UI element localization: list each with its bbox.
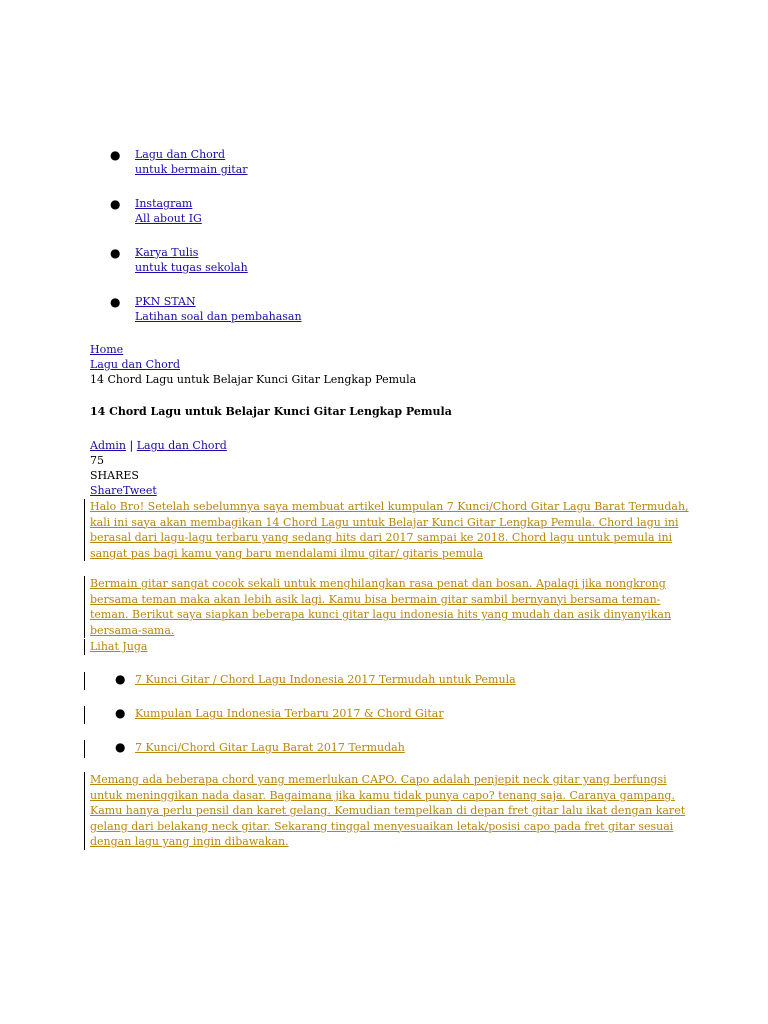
second-paragraph-block (84, 576, 690, 638)
related-item[interactable] (84, 672, 685, 690)
bullet-icon: ● (115, 740, 126, 754)
related-item[interactable] (84, 706, 685, 724)
nav-item-subtitle[interactable]: All about IG (135, 212, 202, 225)
nav-item-instagram[interactable] (110, 196, 510, 245)
byline-separator: | (129, 439, 134, 452)
nav-item-karya-tulis[interactable] (110, 245, 510, 294)
breadcrumb-category-link[interactable]: Lagu dan Chord (90, 358, 181, 371)
page-title: 14 Chord Lagu untuk Belajar Kunci Gitar Lengkap Pemula (90, 405, 452, 418)
intro-paragraph: Halo Bro! Setelah sebelumnya saya membuat artikel kumpulan 7 Kunci/Chord Gitar Lagu Barat Termudah, kali ini saya akan membagikan 14 Chord Lagu untuk Belajar Kunci Gitar Lengkap Pemula. Chord lagu ini berasal dari lagu-lagu terbaru yang sedang hits dari 2017 sampai ke 2018. Chord lagu untuk pemula ini sangat pas bagi kamu yang baru mendalami ilmu gitar/ gitaris pemula (90, 500, 689, 560)
intro-paragraph-block (84, 499, 690, 561)
bullet-icon: ● (110, 148, 121, 162)
bullet-icon: ● (115, 706, 126, 720)
breadcrumb-current: 14 Chord Lagu untuk Belajar Kunci Gitar Lengkap Pemula (90, 373, 417, 386)
nav-item-title[interactable]: Lagu dan Chord (135, 148, 226, 161)
bullet-icon: ● (110, 295, 121, 309)
nav-item-subtitle[interactable]: untuk tugas sekolah (135, 261, 248, 274)
nav-item-subtitle[interactable]: Latihan soal dan pembahasan (135, 310, 302, 323)
bullet-icon: ● (110, 197, 121, 211)
share-tweet-link[interactable]: ShareTweet (90, 484, 157, 497)
capo-paragraph-block (84, 772, 690, 850)
related-item[interactable] (84, 740, 685, 758)
nav-item-lagu-chord[interactable] (110, 147, 510, 196)
shares-label: SHARES (90, 469, 139, 482)
article-meta (90, 438, 227, 498)
breadcrumb (90, 342, 416, 387)
related-link[interactable]: 7 Kunci Gitar / Chord Lagu Indonesia 2017 Termudah untuk Pemula (135, 673, 516, 686)
capo-paragraph: Memang ada beberapa chord yang memerlukan CAPO. Capo adalah penjepit neck gitar yang berfungsi untuk meninggikan nada dasar. Bagaimana jika kamu tidak punya capo? tenang saja. Caranya gampang. Kamu hanya perlu pensil dan karet gelang. Kemudian tempelkan di depan fret gitar lalu ikat dengan karet gelang dari belakang neck gitar. Sekarang tinggal menyesuaikan letak/posisi capo pada fret gitar sesuai dengan lagu yang ingin dibawakan. (90, 773, 686, 848)
nav-item-title[interactable]: Instagram (135, 197, 193, 210)
nav-item-pkn-stan[interactable] (110, 294, 510, 343)
byline (90, 438, 227, 453)
category-link[interactable]: Lagu dan Chord (136, 439, 227, 452)
nav-item-title[interactable]: Karya Tulis (135, 246, 199, 259)
second-paragraph: Bermain gitar sangat cocok sekali untuk menghilangkan rasa penat dan bosan. Apalagi jika nongkrong bersama teman maka akan lebih asik lagi. Kamu bisa bermain gitar sambil bernyanyi bersama teman-teman. Berikut saya siapkan beberapa kunci gitar lagu indonesia hits yang mudah dan asik dinyanyikan bersama-sama. (90, 577, 672, 637)
see-also-block (84, 639, 690, 655)
author-link[interactable]: Admin (90, 439, 127, 452)
nav-item-subtitle[interactable]: untuk bermain gitar (135, 163, 248, 176)
related-link[interactable]: Kumpulan Lagu Indonesia Terbaru 2017 & Chord Gitar (135, 707, 444, 720)
nav-item-title[interactable]: PKN STAN (135, 295, 196, 308)
bullet-icon: ● (115, 672, 126, 686)
share-count: 75 (90, 454, 104, 467)
top-navigation (110, 147, 510, 343)
breadcrumb-home-link[interactable]: Home (90, 343, 124, 356)
bullet-icon: ● (110, 246, 121, 260)
related-link[interactable]: 7 Kunci/Chord Gitar Lagu Barat 2017 Termudah (135, 741, 405, 754)
see-also-label[interactable]: Lihat Juga (90, 640, 148, 653)
